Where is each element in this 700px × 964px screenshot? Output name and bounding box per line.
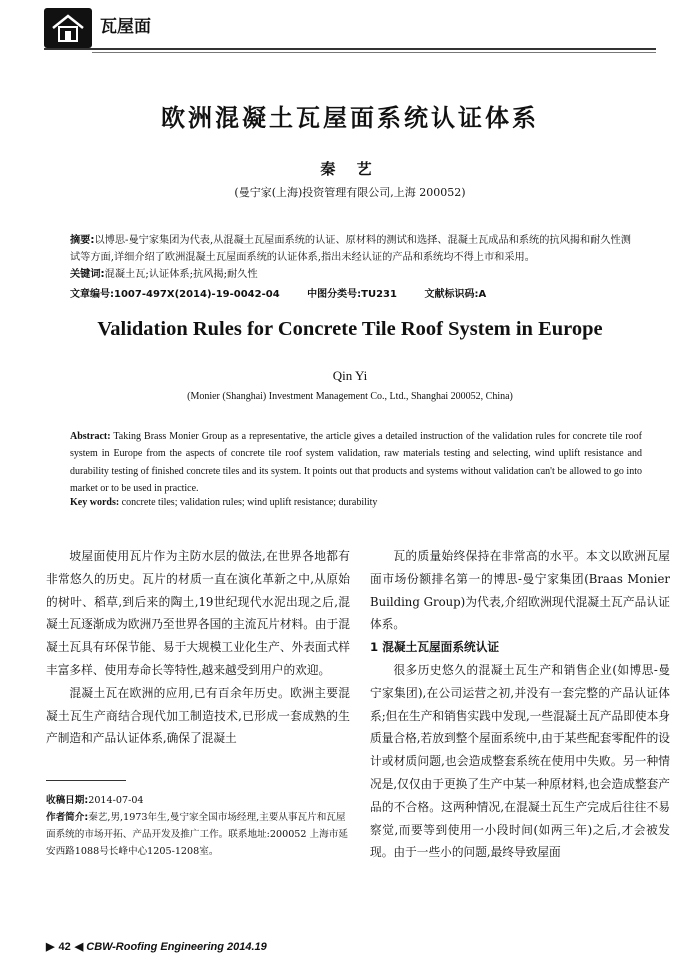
affiliation-en: (Monier (Shanghai) Investment Management Co., Ltd., Shanghai 200052, China) — [187, 391, 513, 402]
body-paragraph: 坡屋面使用瓦片作为主防水层的做法,在世界各地都有非常悠久的历史。瓦片的材质一直在演化革新之中,从原始的树叶、稻草,到后来的陶土,19世纪现代水泥出现之后,混凝土瓦逐渐成为欧洲乃至世界各国的主流瓦片材料。由于混凝土瓦具有环保节能、易于大规模工业化生产、外表面式样丰富多样、使用寿命长等特性,越来越受到用户的欢迎。 — [46, 549, 350, 677]
bio-label: 作者简介: — [46, 812, 89, 823]
abstract-cn — [70, 232, 640, 283]
received-date: 2014-07-04 — [88, 795, 144, 806]
article-title-cn: 欧洲混凝土瓦屋面系统认证体系 — [161, 104, 539, 132]
affiliation-cn: (曼宁家(上海)投资管理有限公司,上海 200052) — [234, 186, 466, 199]
journal-logo — [44, 8, 92, 48]
keywords-en — [70, 497, 642, 508]
body-paragraph: 很多历史悠久的混凝土瓦生产和销售企业(如博思-曼宁家集团),在公司运营之初,并没有一套完整的产品认证体系;但在生产和销售实践中发现,一些混凝土瓦产品即使本身质量合格,若放到整个屋面系统中,由于某些配套零配件的设计或材质问题,也会造成整套系统在使用中失败。另一种情况是,仅仅由于更换了生产中某一种原材料,也会造成整套产品的不合格。这两种情况,在混凝土瓦生产完成后往往不易察觉,而要等到使用一小段时间(如两三年)之后,才会被发现。由于一些小的问题,最终导致屋面 — [370, 662, 670, 860]
page-number: 42 — [58, 941, 71, 953]
classification-number: 中图分类号:TU231 — [307, 289, 397, 300]
keywords-text-cn: 混凝土瓦;认证体系;抗风揭;耐久性 — [104, 269, 258, 280]
abstract-en — [70, 428, 642, 498]
author-en: Qin Yi — [332, 368, 368, 383]
house-logo-icon — [50, 12, 86, 44]
footnote-divider — [46, 780, 126, 781]
abstract-text-cn: 以博思-曼宁家集团为代表,从混凝土瓦屋面系统的认证、原材料的测试和选择、混凝土瓦成品和系统的抗风揭和耐久性测试等方面,详细介绍了欧洲混凝土瓦屋面系统的认证体系,指出未经认证的产品和系统均不得上市和采用。 — [70, 235, 631, 263]
keywords-label-cn: 关键词: — [70, 269, 105, 280]
page-footer — [46, 940, 267, 953]
abstract-text-en: Taking Brass Monier Group as a representative, the article gives a detailed instruction of the validation rules for concrete tile roof system in Europe from the aspects of concrete tile roof system validation, raw materials testing and selecting, wind uplift resistance and durability testing of finished concrete tiles and its system. It points out that products and systems without validation can't be allowed to go into market or to be used in practice. — [70, 431, 642, 495]
body-column-left — [46, 545, 350, 750]
section-heading: 1 混凝土瓦屋面系统认证 — [370, 640, 500, 655]
triangle-right-icon: ▶ — [46, 941, 55, 953]
journal-name: CBW-Roofing Engineering — [86, 941, 224, 953]
header-rule-thin — [92, 52, 656, 53]
triangle-left-icon: ◀ — [74, 941, 84, 953]
abstract-label-en: Abstract: — [70, 431, 111, 442]
header-rule — [44, 48, 656, 50]
footnote — [46, 792, 350, 860]
journal-issue: 2014.19 — [227, 941, 267, 953]
body-column-right — [370, 545, 670, 864]
bio-text: 秦艺,男,1973年生,曼宁家全国市场经理,主要从事瓦片和瓦屋面系统的市场开拓、产品开发及推广工作。联系地址:200052 上海市延安西路1088号长峰中心1205-1208室。 — [46, 812, 348, 857]
keywords-label-en: Key words: — [70, 497, 120, 508]
keywords-text-en: concrete tiles; validation rules; wind uplift resistance; durability — [121, 497, 378, 508]
received-label: 收稿日期: — [46, 795, 89, 806]
document-code: 文献标识码:A — [424, 289, 487, 300]
body-paragraph: 瓦的质量始终保持在非常高的水平。本文以欧洲瓦屋面市场份额排名第一的博思-曼宁家集团(Braas Monier Building Group)为代表,介绍欧洲现代混凝土瓦产品认证体系。 — [370, 549, 670, 632]
body-paragraph: 混凝土瓦在欧洲的应用,已有百余年历史。欧洲主要混凝土瓦生产商结合现代加工制造技术,已形成一套成熟的生产制造和产品认证体系,确保了混凝土 — [46, 685, 350, 746]
section-tag: 瓦屋面 — [100, 17, 151, 37]
article-number: 文章编号:1007-497X(2014)-19-0042-04 — [70, 289, 280, 300]
author-cn: 秦 艺 — [320, 160, 380, 178]
article-title-en: Validation Rules for Concrete Tile Roof System in Europe — [97, 318, 603, 340]
article-meta — [70, 285, 640, 300]
abstract-label-cn: 摘要: — [70, 235, 95, 246]
